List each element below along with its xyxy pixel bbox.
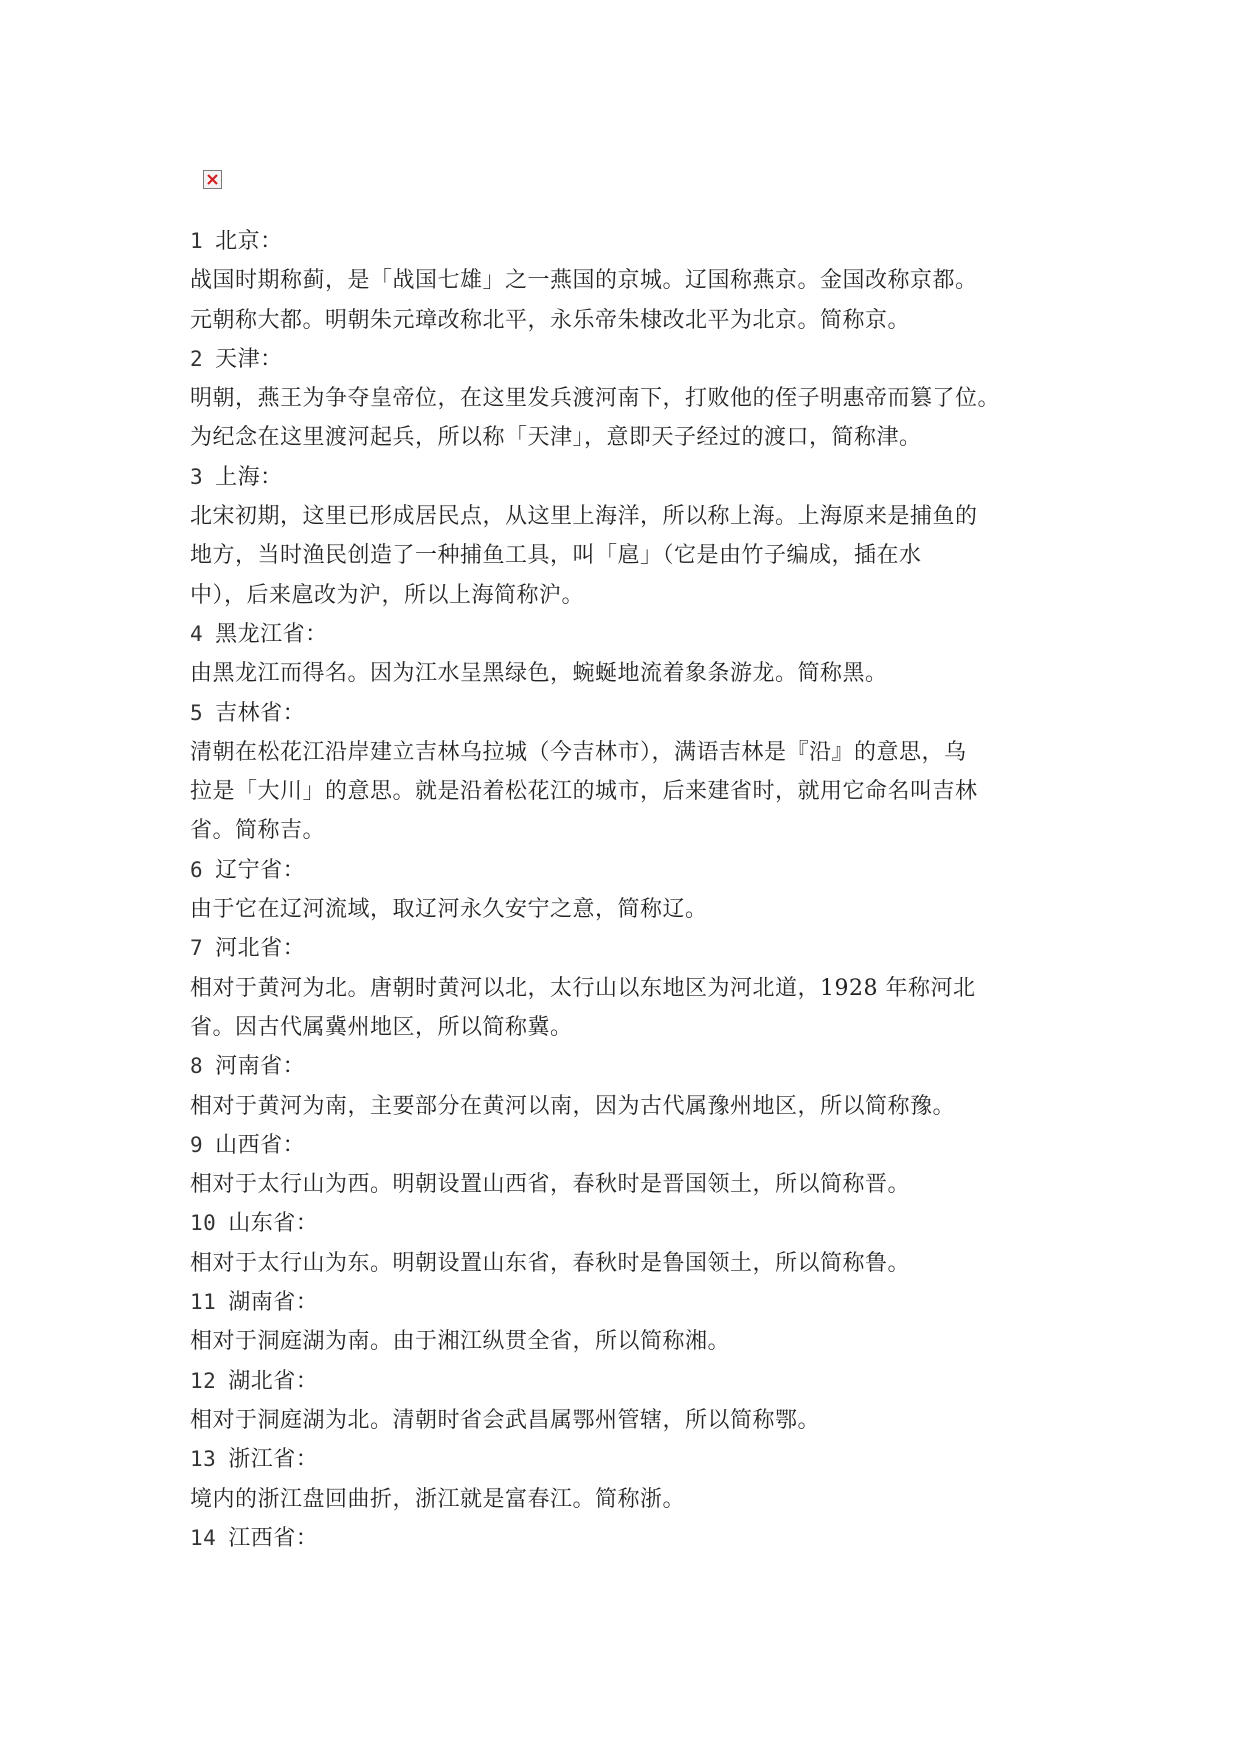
entry-heading <box>190 1440 1070 1479</box>
entry-name: 浙江省： <box>228 1447 319 1473</box>
entry-name: 上海： <box>215 464 283 490</box>
entry-number: 3 <box>190 464 204 489</box>
entry-heading <box>190 1126 1070 1165</box>
entry-number: 7 <box>190 936 204 961</box>
entry-number: 8 <box>190 1054 204 1079</box>
entry-text-line: 战国时期称蓟，是「战国七雄」之一燕国的京城。辽国称燕京。金国改称京都。 <box>190 268 978 294</box>
entry-name: 辽宁省： <box>215 857 306 883</box>
entry-name: 河北省： <box>215 936 306 962</box>
entry-number: 13 <box>190 1447 217 1472</box>
entry-text-line: 相对于洞庭湖为北。清朝时省会武昌属鄂州管辖，所以简称鄂。 <box>190 1407 821 1433</box>
entry-list <box>190 222 1070 1558</box>
entry-heading <box>190 340 1070 379</box>
entry-name: 河南省： <box>215 1054 306 1080</box>
entry-heading <box>190 1519 1070 1558</box>
entry-name: 北京： <box>215 229 283 254</box>
entry-number: 10 <box>190 1211 217 1236</box>
entry-text-line: 省。因古代属冀州地区，所以简称冀。 <box>190 1014 573 1040</box>
entry-number: 9 <box>190 1132 204 1157</box>
entry-name: 湖南省： <box>228 1290 319 1316</box>
entry-heading <box>190 694 1070 733</box>
entry-heading <box>190 1283 1070 1322</box>
entry-text-line: 相对于太行山为东。明朝设置山东省，春秋时是鲁国领土，所以简称鲁。 <box>190 1250 911 1276</box>
entry-text-line: 清朝在松花江沿岸建立吉林乌拉城（今吉林市），满语吉林是『沿』的意思，乌 <box>190 739 967 765</box>
entry-heading <box>190 1204 1070 1243</box>
entry-name: 湖北省： <box>228 1368 319 1394</box>
entry-number: 5 <box>190 700 204 725</box>
entry-text-line: 省。简称吉。 <box>190 818 326 844</box>
entry-number: 1 <box>190 229 204 253</box>
entry-heading <box>190 615 1070 654</box>
entry-text-line: 由于它在辽河流域，取辽河永久安宁之意，简称辽。 <box>190 897 708 923</box>
entry-text-line: 相对于黄河为南，主要部分在黄河以南，因为古代属豫州地区，所以简称豫。 <box>190 1093 956 1119</box>
entry-text-line: 由黑龙江而得名。因为江水呈黑绿色，蜿蜒地流着象条游龙。简称黑。 <box>190 661 888 687</box>
entry-name: 黑龙江省： <box>215 621 328 647</box>
entry-text-line: 元朝称大都。明朝朱元璋改称北平，永乐帝朱棣改北平为北京。简称京。 <box>190 307 911 333</box>
entry-number: 14 <box>190 1525 217 1550</box>
entry-heading <box>190 222 1070 261</box>
entry-text-line: 相对于太行山为西。明朝设置山西省，春秋时是晋国领土，所以简称晋。 <box>190 1172 911 1198</box>
entry-text-line: 明朝，燕王为争夺皇帝位，在这里发兵渡河南下，打败他的侄子明惠帝而篡了位。 <box>190 386 1001 412</box>
entry-text-line: 中），后来扈改为沪，所以上海简称沪。 <box>190 582 585 608</box>
entry-name: 天津： <box>215 346 283 372</box>
entry-name: 江西省： <box>228 1525 319 1551</box>
entry-heading <box>190 851 1070 890</box>
entry-text-line: 境内的浙江盘回曲折，浙江就是富春江。简称浙。 <box>190 1486 686 1512</box>
entry-heading <box>190 929 1070 968</box>
entry-text-line: 拉是「大川」的意思。就是沿着松花江的城市，后来建省时，就用它命名叫吉林 <box>190 779 978 805</box>
entry-heading <box>190 458 1070 497</box>
entry-text-line: 相对于黄河为北。唐朝时黄河以北，太行山以东地区为河北道，1928 年称河北 <box>190 975 976 1001</box>
entry-heading <box>190 1047 1070 1086</box>
entry-name: 山东省： <box>228 1211 319 1237</box>
entry-name: 山西省： <box>215 1132 306 1158</box>
entry-name: 吉林省： <box>215 700 306 726</box>
entry-heading <box>190 1362 1070 1401</box>
entry-number: 2 <box>190 346 204 371</box>
entry-number: 12 <box>190 1368 217 1393</box>
entry-number: 4 <box>190 621 204 646</box>
entry-text-line: 为纪念在这里渡河起兵，所以称「天津」，意即天子经过的渡口，简称津。 <box>190 425 922 451</box>
broken-image-icon <box>203 170 222 189</box>
entry-text-line: 北宋初期，这里已形成居民点，从这里上海洋，所以称上海。上海原来是捕鱼的 <box>190 504 978 530</box>
entry-number: 11 <box>190 1290 217 1315</box>
entry-text-line: 相对于洞庭湖为南。由于湘江纵贯全省，所以简称湘。 <box>190 1329 731 1355</box>
entry-text-line: 地方，当时渔民创造了一种捕鱼工具，叫「扈」（它是由竹子编成，插在水 <box>190 543 922 569</box>
entry-number: 6 <box>190 857 204 882</box>
